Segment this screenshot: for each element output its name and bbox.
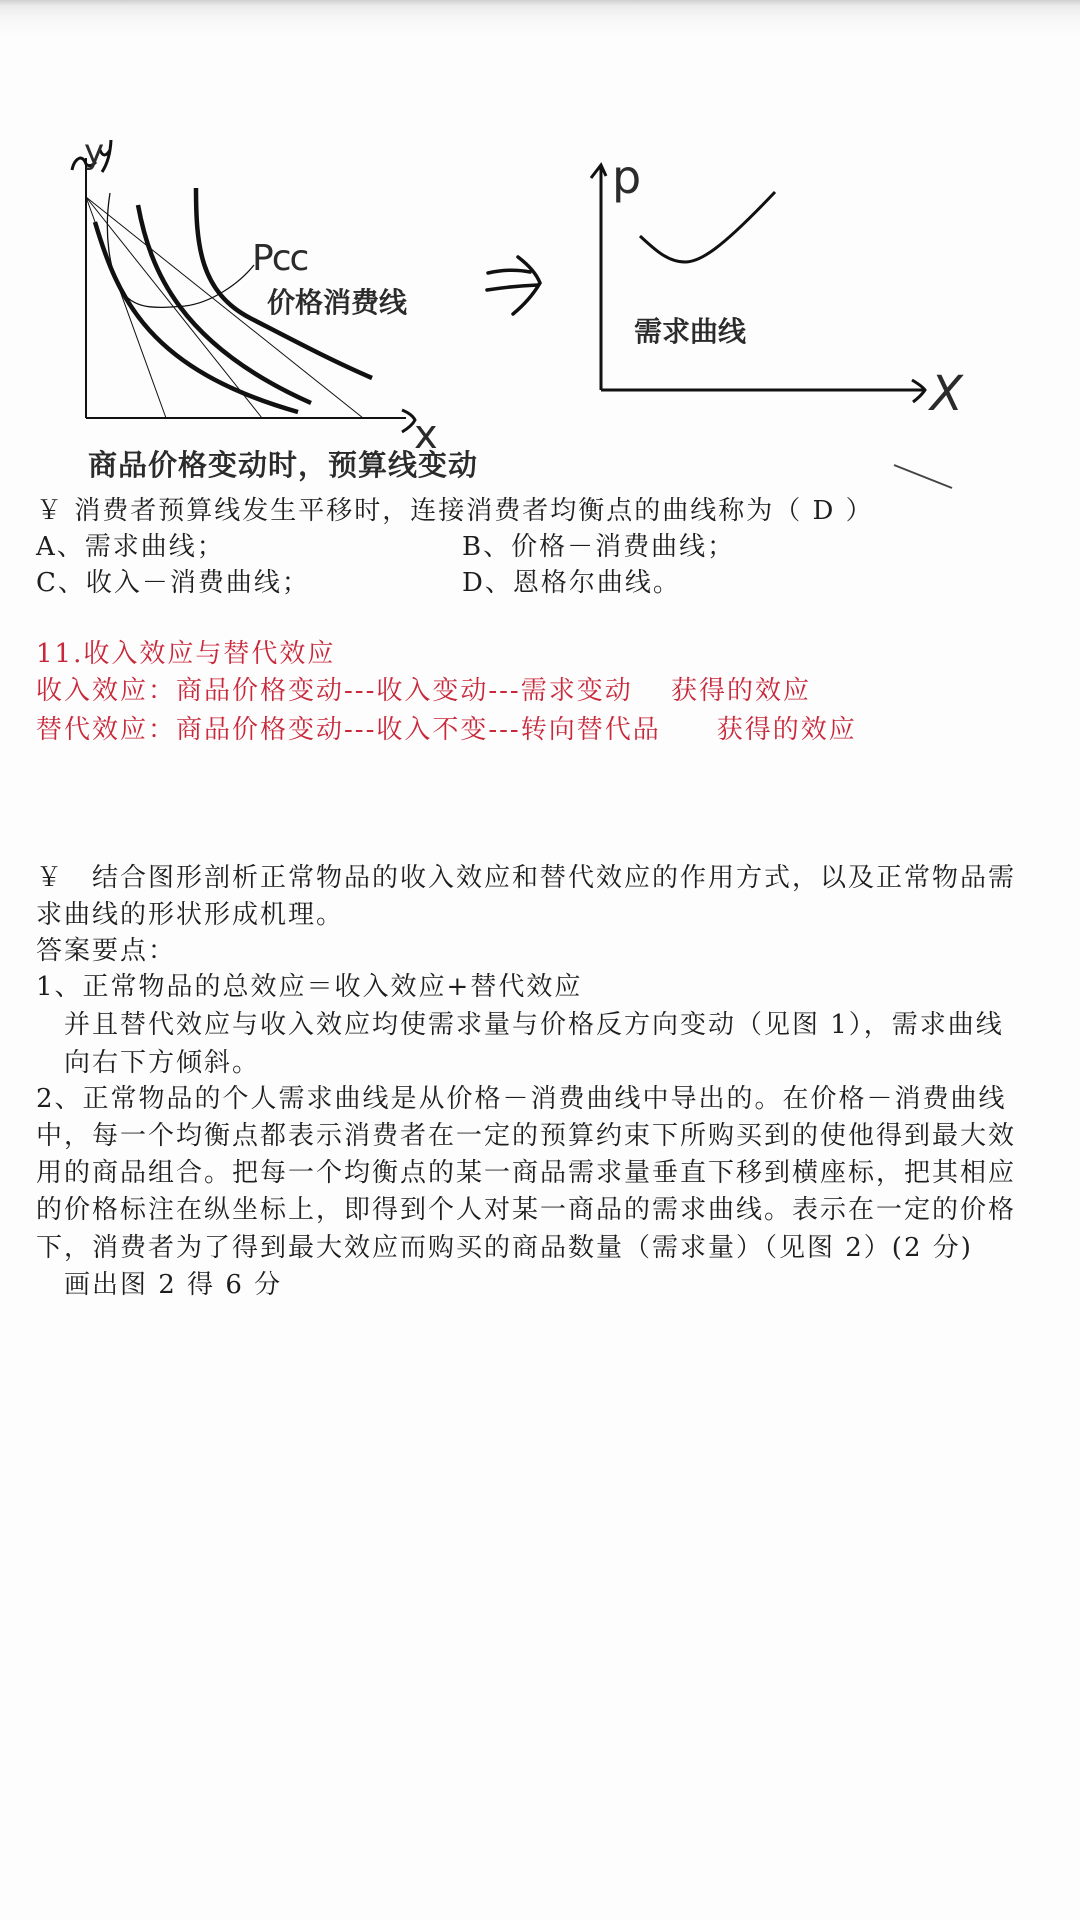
answer-line-4: 2、正常物品的个人需求曲线是从价格－消费曲线中导出的。在价格－消费曲线 <box>36 1084 1007 1114</box>
question2-stem-line-2: 求曲线的形状形成机理。 <box>36 900 345 930</box>
substitution-effect-line: 替代效应：商品价格变动---收入不变---转向替代品 获得的效应 <box>36 715 857 745</box>
stray-mark <box>894 465 952 488</box>
income-effect-line: 收入效应：商品价格变动---收入变动---需求变动 获得的效应 <box>36 676 811 706</box>
double-arrow-icon <box>487 257 540 314</box>
answer-line-5: 中，每一个均衡点都表示消费者在一定的预算约束下所购买到的使他得到最大效 <box>36 1121 1017 1151</box>
option-c: C、收入－消费曲线； <box>36 568 310 598</box>
option-b: B、价格－消费曲线； <box>462 532 736 562</box>
figure2-y-arrowhead <box>591 165 606 178</box>
answer-heading: 答案要点： <box>36 936 177 966</box>
figure1-x-label: x <box>414 412 438 458</box>
question1-stem <box>36 496 874 526</box>
figure1-caption: 商品价格变动时，预算线变动 <box>88 448 479 482</box>
yen-bullet-icon: ￥ <box>36 496 65 526</box>
question1-text: 消费者预算线发生平移时，连接消费者均衡点的曲线称为（ D ） <box>74 496 874 526</box>
answer-line-8: 下，消费者为了得到最大效应而购买的商品数量（需求量）（见图 2）(2 分) <box>36 1233 973 1263</box>
demand-curve-caption: 需求曲线 <box>634 315 747 348</box>
answer-line-2: 并且替代效应与收入效应均使需求量与价格反方向变动（见图 1），需求曲线 <box>36 1010 1004 1040</box>
pcc-caption: 价格消费线 <box>267 286 408 319</box>
answer-line-1: 1、正常物品的总效应＝收入效应+替代效应 <box>36 972 583 1002</box>
option-a: A、需求曲线； <box>36 532 225 562</box>
figure2-y-label: p <box>612 150 642 204</box>
answer-line-6: 用的商品组合。把每一个均衡点的某一商品需求量垂直下移到横座标，把其相应 <box>36 1158 1017 1188</box>
pcc-label: Pcc <box>252 238 308 279</box>
figures-canvas <box>0 0 1080 520</box>
pcc-curve <box>107 193 254 307</box>
answer-line-9: 画出图 2 得 6 分 <box>36 1270 283 1300</box>
demand-curve <box>640 192 775 262</box>
answer-line-7: 的价格标注在纵坐标上，即得到个人对某一商品的需求曲线。表示在一定的价格 <box>36 1195 1017 1225</box>
figure1-y-label: y <box>84 132 105 172</box>
question2-stem-line-1: ￥ 结合图形剖析正常物品的收入效应和替代效应的作用方式，以及正常物品需 <box>36 863 1017 893</box>
section11-title: 11.收入效应与替代效应 <box>36 639 336 669</box>
answer-line-3: 向右下方倾斜。 <box>36 1048 261 1078</box>
option-d: D、恩格尔曲线。 <box>462 568 681 598</box>
figure2-x-label: X <box>930 366 963 422</box>
